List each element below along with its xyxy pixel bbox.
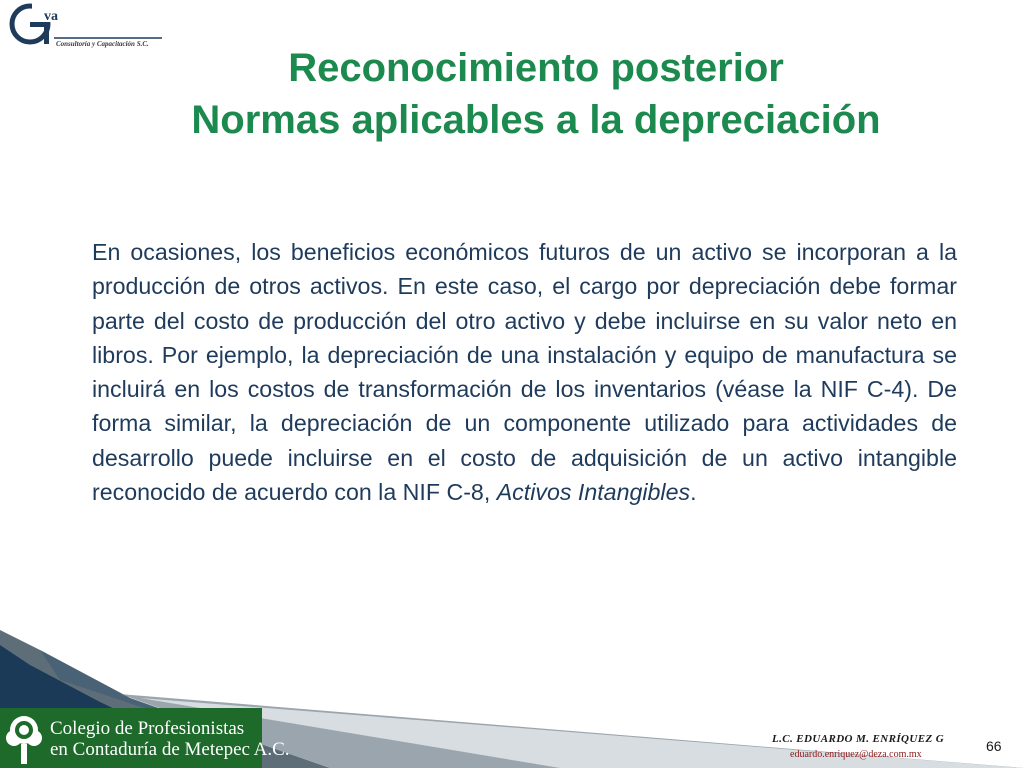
colegio-line-1: Colegio de Profesionistas [50,718,245,739]
body-end: . [690,479,697,506]
title-line-1: Reconocimiento posterior [288,46,784,90]
author-email: eduardo.enriquez@deza.com.mx [790,749,922,760]
page-number: 66 [986,738,1002,754]
svg-text:va: va [44,9,58,24]
colegio-logo [0,708,290,768]
body-text: En ocasiones, los beneficios económicos futuros de un activo se incorporan a la producción de otros activos. En este caso, el cargo por depreciación debe formar parte del costo de producción del otro activo y debe incluirse en su valor neto en libros. Por ejemplo, la depreciación de una instalación y equipo de manufactura se incluirá en los costos de transformación de los inventarios (véase la NIF C-4). De forma similar, la depreciación de un componente utilizado para actividades de desarrollo puede incluirse en el costo de adquisición de un activo intangible reconocido de acuerdo con la NIF C-8, [92,239,957,506]
colegio-name [50,718,290,760]
author-name: L.C. EDUARDO M. ENRÍQUEZ G [772,733,945,745]
tree-icon [2,712,46,766]
body-italic-title: Activos Intangibles [496,479,691,506]
body-paragraph [92,235,957,509]
title-line-2: Normas aplicables a la depreciación [191,98,881,142]
slide-title [0,42,1024,146]
colegio-line-2: en Contaduría de Metepec A.C. [50,739,290,760]
logo-caption: Consultoría y Capacitación S.C. [56,40,149,48]
